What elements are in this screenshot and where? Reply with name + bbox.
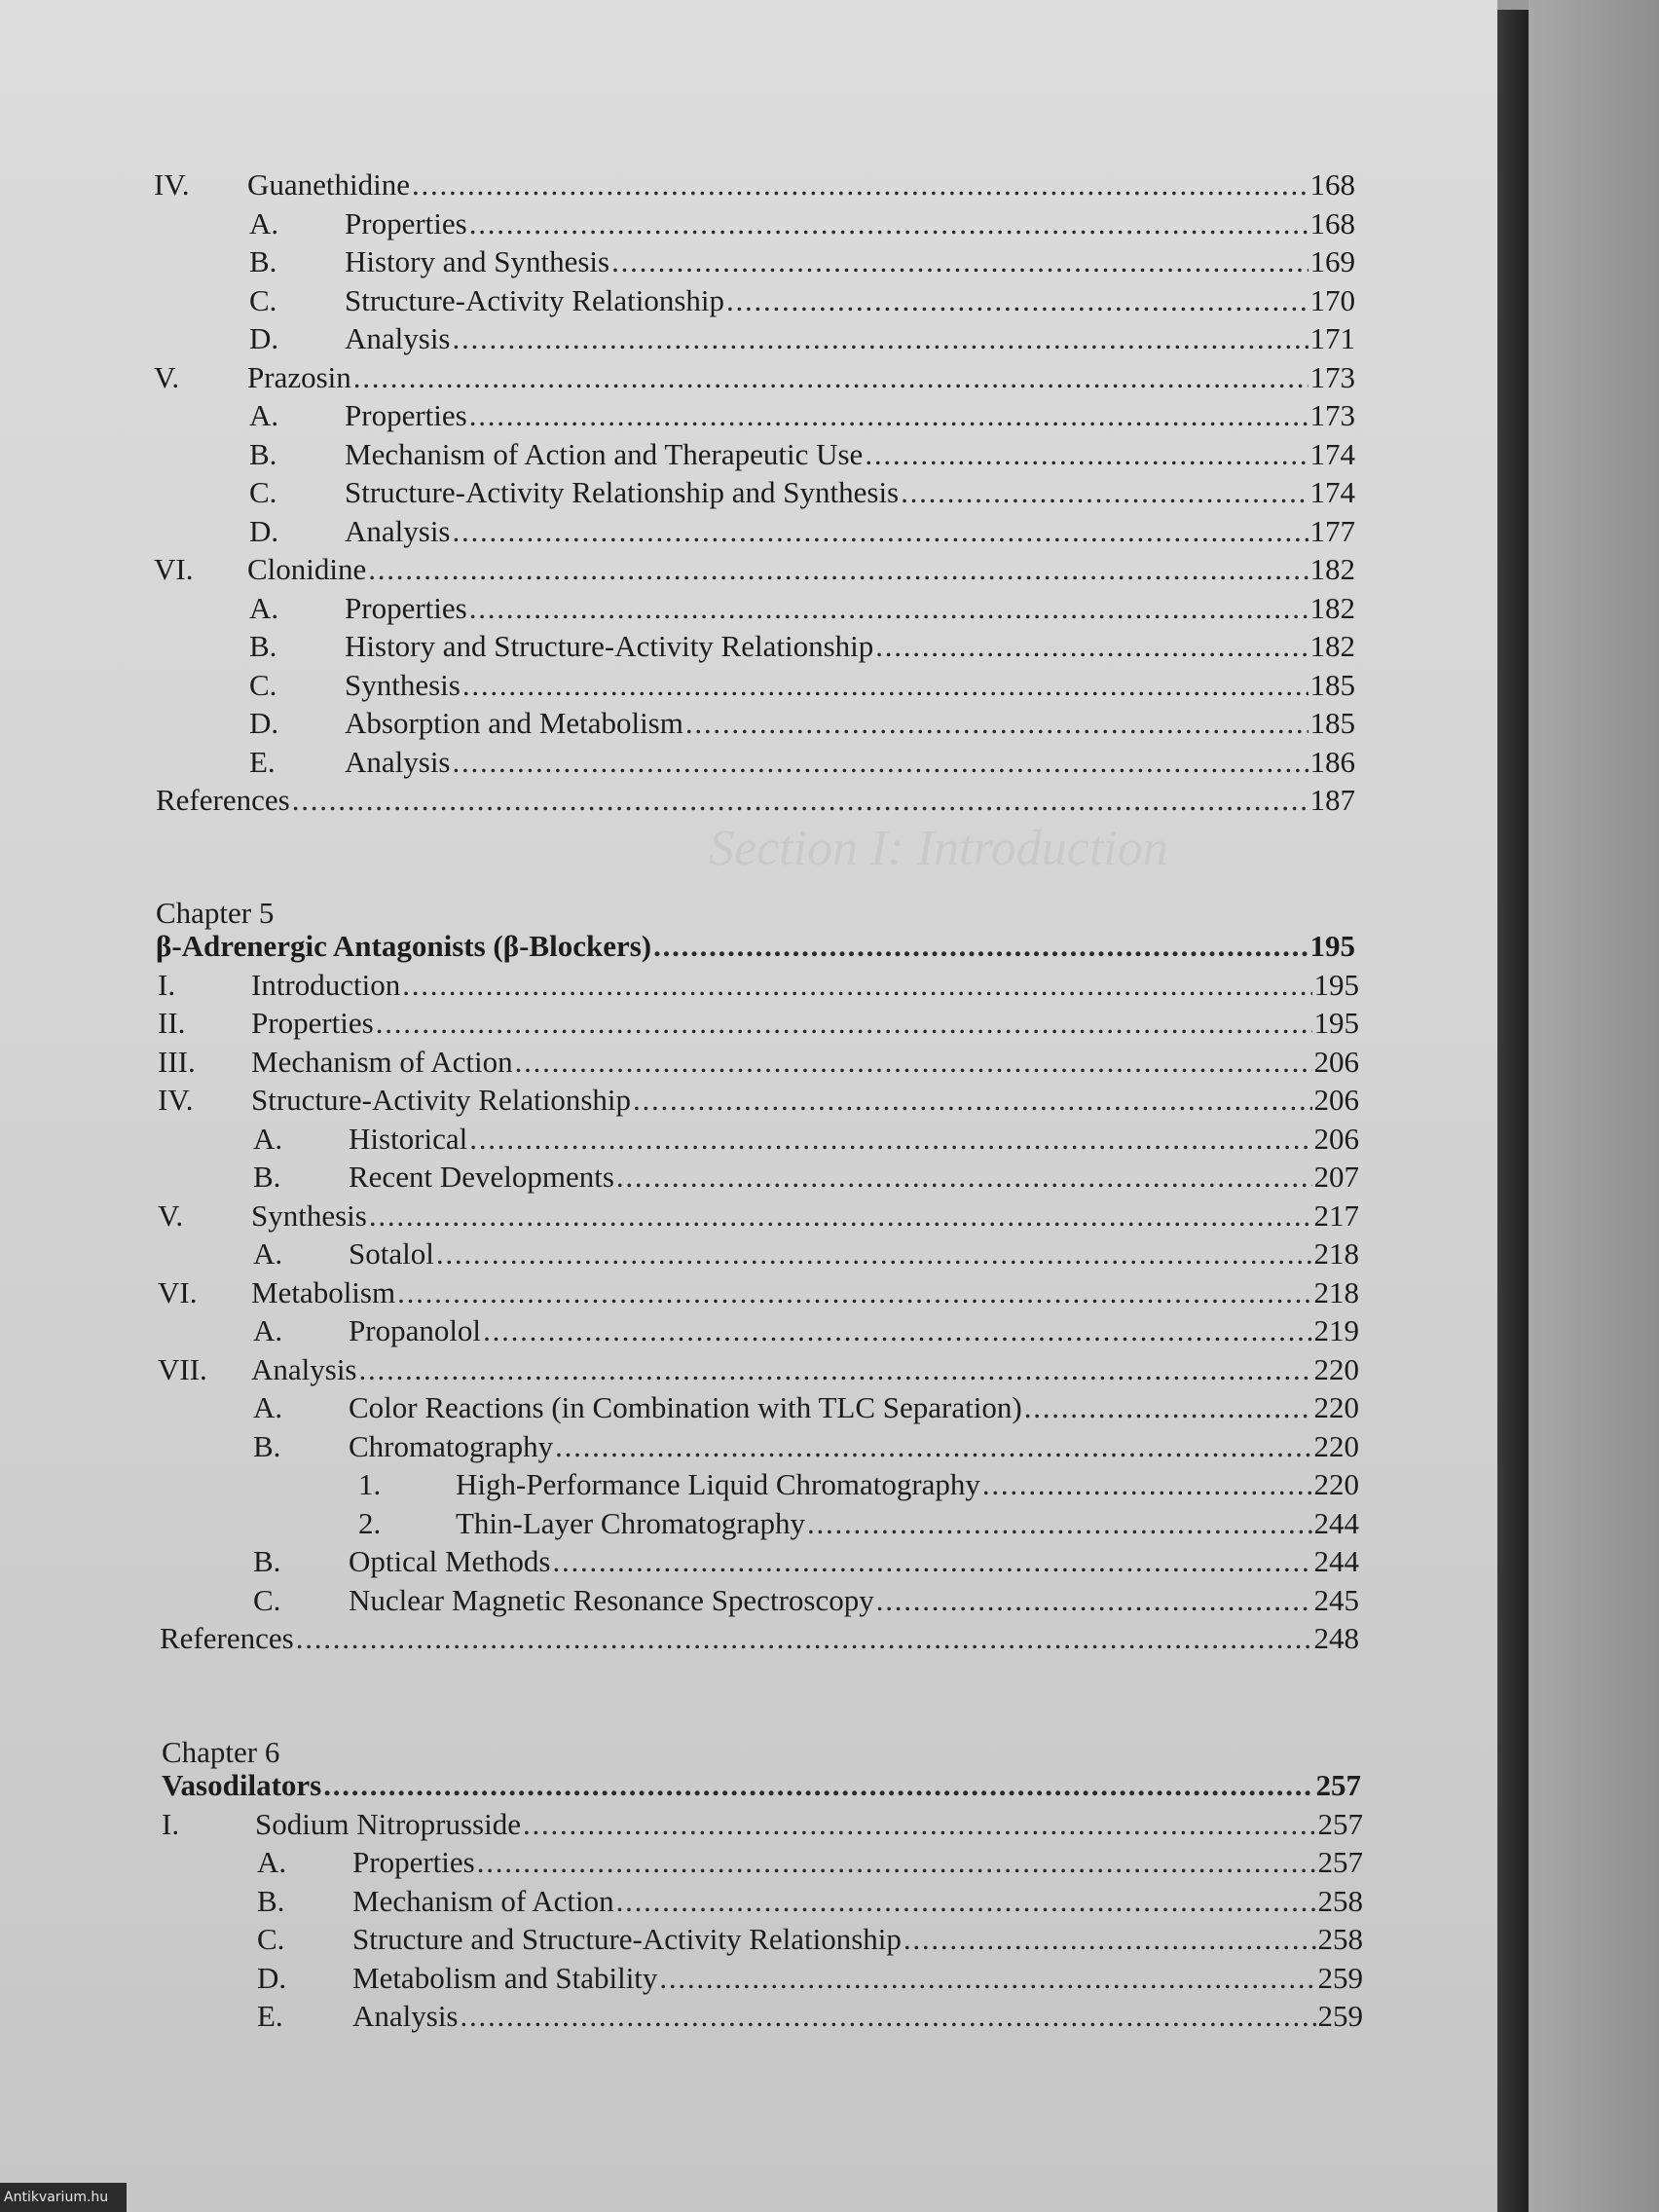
page-number: 206 xyxy=(1313,1083,1359,1117)
page-number: 206 xyxy=(1313,1121,1359,1156)
chapter-heading-entry xyxy=(162,1768,1361,1811)
entry-number: V. xyxy=(158,1198,184,1233)
toc-entry xyxy=(257,1884,1363,1927)
page-number: 174 xyxy=(1309,436,1355,471)
toc-entry xyxy=(249,321,1355,364)
entry-title: Analysis xyxy=(352,1999,459,2033)
entry-number: A. xyxy=(253,1313,283,1347)
entry-title: Vasodilators xyxy=(162,1768,322,1802)
toc-entry xyxy=(257,1999,1363,2042)
dot-leader xyxy=(616,1160,1312,1195)
page-number: 170 xyxy=(1309,282,1355,317)
dot-leader xyxy=(865,437,1308,472)
entry-number: II. xyxy=(158,1006,186,1040)
dot-leader xyxy=(515,1045,1312,1080)
page-number: 245 xyxy=(1313,1582,1359,1617)
entry-title: Analysis xyxy=(345,513,451,548)
dot-leader xyxy=(477,1845,1316,1880)
toc-entry xyxy=(158,1275,1359,1318)
toc-entry xyxy=(253,1544,1359,1587)
entry-number: A. xyxy=(257,1845,287,1879)
entry-title: Color Reactions (in Combination with TLC Separation) xyxy=(349,1390,1022,1424)
dot-leader xyxy=(807,1506,1312,1541)
page-number: 186 xyxy=(1309,744,1355,779)
toc-entry xyxy=(358,1506,1359,1549)
entry-number: C. xyxy=(253,1582,281,1617)
page-number: 259 xyxy=(1317,1999,1363,2033)
page-number: 185 xyxy=(1309,667,1355,702)
chapter-label: Chapter 6 xyxy=(162,1735,280,1769)
toc-entry xyxy=(158,968,1359,1011)
entry-title: Introduction xyxy=(251,967,401,1002)
entry-title: Structure-Activity Relationship xyxy=(345,282,725,317)
dot-leader xyxy=(523,1807,1316,1842)
toc-entry xyxy=(253,1313,1359,1356)
bleed-through-text: Section I: Introduction xyxy=(709,821,1168,876)
page-number: 187 xyxy=(1309,783,1355,817)
toc-entry xyxy=(249,475,1355,518)
page-number: 182 xyxy=(1309,590,1355,625)
toc-entry xyxy=(249,514,1355,557)
page-number: 259 xyxy=(1317,1960,1363,1995)
page-number: 168 xyxy=(1309,205,1355,240)
entry-title: Prazosin xyxy=(247,359,351,394)
entry-title: Thin-Layer Chromatography xyxy=(456,1505,805,1540)
dot-leader xyxy=(982,1467,1312,1502)
entry-number: 2. xyxy=(358,1505,382,1540)
page-number: 182 xyxy=(1309,552,1355,586)
entry-title: Guanethidine xyxy=(247,167,411,202)
entry-number: A. xyxy=(253,1121,283,1156)
dot-leader xyxy=(462,668,1309,703)
page-number: 257 xyxy=(1317,1845,1363,1879)
page-number: 257 xyxy=(1317,1806,1363,1841)
toc-entry xyxy=(249,706,1355,749)
entry-title: References xyxy=(160,1621,294,1655)
toc-entry xyxy=(257,1961,1363,2004)
chapter-label: Chapter 5 xyxy=(156,896,275,930)
entry-title: Clonidine xyxy=(247,552,367,586)
dot-leader xyxy=(875,629,1308,664)
toc-entry xyxy=(160,1621,1359,1664)
dot-leader xyxy=(726,283,1308,318)
entry-title: Structure and Structure-Activity Relationship xyxy=(352,1922,902,1956)
toc-entry xyxy=(253,1122,1359,1164)
toc-entry xyxy=(249,668,1355,711)
entry-title: Nuclear Magnetic Resonance Spectroscopy xyxy=(349,1582,874,1617)
entry-number: A. xyxy=(249,398,279,432)
toc-entry xyxy=(249,437,1355,480)
entry-title: Synthesis xyxy=(251,1198,367,1233)
entry-number: 1. xyxy=(358,1467,382,1501)
dot-leader xyxy=(412,167,1308,203)
entry-title: Absorption and Metabolism xyxy=(345,706,683,740)
entry-title: History and Structure-Activity Relationship xyxy=(345,629,874,663)
dot-leader xyxy=(469,1122,1311,1157)
dot-leader xyxy=(436,1236,1312,1272)
entry-title: Structure-Activity Relationship xyxy=(251,1083,632,1117)
dot-leader xyxy=(553,1544,1312,1579)
entry-number: B. xyxy=(249,244,277,278)
entry-title: Properties xyxy=(352,1845,475,1879)
page-number: 173 xyxy=(1309,398,1355,432)
toc-entry xyxy=(158,1352,1359,1395)
page-number: 218 xyxy=(1313,1236,1359,1271)
toc-entry xyxy=(154,360,1355,403)
toc-entry xyxy=(158,1045,1359,1088)
chapter-heading-entry xyxy=(156,929,1355,972)
toc-entry xyxy=(158,1198,1359,1241)
toc-entry xyxy=(249,244,1355,287)
page-number: 185 xyxy=(1309,706,1355,740)
entry-number: D. xyxy=(249,321,279,355)
dot-leader xyxy=(453,321,1309,356)
page-number: 171 xyxy=(1309,321,1355,355)
page-number: 258 xyxy=(1317,1883,1363,1918)
toc-entry xyxy=(249,629,1355,672)
entry-number: VII. xyxy=(158,1351,207,1386)
toc-entry xyxy=(249,398,1355,441)
entry-number: A. xyxy=(253,1390,283,1424)
entry-title: Analysis xyxy=(251,1351,357,1386)
page-number: 174 xyxy=(1309,475,1355,509)
toc-entry xyxy=(257,1845,1363,1888)
entry-number: VI. xyxy=(154,552,194,586)
toc-entry xyxy=(253,1583,1359,1626)
background xyxy=(1529,0,1659,2212)
dot-leader xyxy=(469,591,1309,626)
entry-title: Propanolol xyxy=(349,1313,482,1347)
dot-leader xyxy=(323,1768,1313,1803)
entry-title: High-Performance Liquid Chromatography xyxy=(456,1467,980,1501)
toc-entry xyxy=(162,1807,1363,1850)
entry-title: History and Synthesis xyxy=(345,244,610,278)
page-number: 195 xyxy=(1309,929,1355,963)
dot-leader xyxy=(633,1083,1311,1118)
dot-leader xyxy=(653,929,1308,964)
entry-number: C. xyxy=(257,1922,285,1956)
entry-title: Properties xyxy=(345,398,467,432)
page-number: 168 xyxy=(1309,167,1355,202)
entry-number: A. xyxy=(253,1236,283,1271)
dot-leader xyxy=(359,1352,1312,1387)
page-number: 169 xyxy=(1309,244,1355,278)
entry-number: D. xyxy=(249,706,279,740)
entry-title: Analysis xyxy=(345,744,451,779)
entry-title: Metabolism and Stability xyxy=(352,1960,658,1995)
toc-entry xyxy=(249,745,1355,788)
entry-title: References xyxy=(156,783,290,817)
toc-entry xyxy=(249,591,1355,634)
entry-title: Optical Methods xyxy=(349,1544,551,1578)
page-number: 206 xyxy=(1313,1044,1359,1079)
page-number: 248 xyxy=(1313,1621,1359,1655)
entry-number: A. xyxy=(249,205,279,240)
toc-entry xyxy=(158,1006,1359,1049)
entry-number: B. xyxy=(249,629,277,663)
entry-title: Analysis xyxy=(345,321,451,355)
toc-entry xyxy=(253,1390,1359,1433)
page-number: 244 xyxy=(1313,1505,1359,1540)
toc-entry xyxy=(156,783,1355,826)
page-number: 220 xyxy=(1313,1390,1359,1424)
entry-number: B. xyxy=(253,1160,281,1194)
entry-number: IV. xyxy=(154,167,190,202)
dot-leader xyxy=(353,360,1309,395)
book-spine xyxy=(1497,10,1529,2212)
dot-leader xyxy=(453,514,1309,549)
entry-number: C. xyxy=(249,282,277,317)
page-number: 258 xyxy=(1317,1922,1363,1956)
page-number: 195 xyxy=(1313,967,1359,1002)
dot-leader xyxy=(397,1275,1311,1310)
dot-leader xyxy=(876,1583,1312,1618)
page-number: 220 xyxy=(1313,1467,1359,1501)
page-number: 195 xyxy=(1313,1006,1359,1040)
page-number: 177 xyxy=(1309,513,1355,548)
page-number: 182 xyxy=(1309,629,1355,663)
dot-leader xyxy=(469,206,1309,241)
entry-title: Historical xyxy=(349,1121,468,1156)
entry-number: B. xyxy=(253,1544,281,1578)
page-number: 257 xyxy=(1315,1768,1361,1802)
dot-leader xyxy=(611,244,1308,279)
entry-title: Mechanism of Action xyxy=(251,1044,513,1079)
page-number: 217 xyxy=(1313,1198,1359,1233)
page-number: 218 xyxy=(1313,1274,1359,1309)
dot-leader xyxy=(685,706,1309,741)
entry-number: I. xyxy=(158,967,176,1002)
toc-entry xyxy=(253,1160,1359,1202)
entry-title: Structure-Activity Relationship and Synthesis xyxy=(345,475,900,509)
dot-leader xyxy=(292,783,1309,818)
entry-number: D. xyxy=(249,513,279,548)
dot-leader xyxy=(368,552,1308,587)
entry-title: Properties xyxy=(251,1006,374,1040)
entry-number: III. xyxy=(158,1044,196,1079)
entry-title: Sotalol xyxy=(349,1236,434,1271)
entry-number: V. xyxy=(154,359,180,394)
dot-leader xyxy=(903,1922,1316,1957)
toc-entry xyxy=(253,1429,1359,1472)
dot-leader xyxy=(616,1884,1316,1919)
dot-leader xyxy=(296,1621,1312,1656)
dot-leader xyxy=(483,1313,1311,1348)
entry-number: D. xyxy=(257,1960,287,1995)
toc-entry xyxy=(249,283,1355,326)
entry-number: A. xyxy=(249,590,279,625)
page-number: 219 xyxy=(1313,1313,1359,1347)
entry-title: Chromatography xyxy=(349,1428,554,1463)
page-number: 220 xyxy=(1313,1351,1359,1386)
page-number: 207 xyxy=(1313,1160,1359,1194)
dot-leader xyxy=(659,1961,1315,1996)
entry-number: E. xyxy=(249,744,276,779)
toc-entry xyxy=(253,1236,1359,1279)
dot-leader xyxy=(901,475,1308,510)
toc-entry xyxy=(358,1467,1359,1510)
entry-number: C. xyxy=(249,667,277,702)
entry-number: IV. xyxy=(158,1083,194,1117)
site-watermark: Antikvarium.hu xyxy=(0,2183,127,2212)
dot-leader xyxy=(453,745,1309,780)
entry-title: Mechanism of Action and Therapeutic Use xyxy=(345,436,864,471)
dot-leader xyxy=(461,1999,1316,2034)
dot-leader xyxy=(402,968,1311,1003)
toc-entry xyxy=(158,1083,1359,1125)
entry-title: Properties xyxy=(345,205,467,240)
entry-title: Mechanism of Action xyxy=(352,1883,614,1918)
dot-leader xyxy=(1024,1390,1312,1425)
entry-title: Recent Developments xyxy=(349,1160,614,1194)
page-number: 173 xyxy=(1309,359,1355,394)
entry-title: Properties xyxy=(345,590,467,625)
entry-number: VI. xyxy=(158,1274,198,1309)
entry-number: E. xyxy=(257,1999,283,2033)
dot-leader xyxy=(369,1198,1312,1234)
page-number: 220 xyxy=(1313,1428,1359,1463)
entry-title: β-Adrenergic Antagonists (β-Blockers) xyxy=(156,929,652,963)
entry-number: B. xyxy=(257,1883,285,1918)
toc-entry xyxy=(249,206,1355,249)
toc-entry xyxy=(154,167,1355,210)
entry-number: B. xyxy=(249,436,277,471)
toc-entry xyxy=(257,1922,1363,1965)
entry-title: Metabolism xyxy=(251,1274,396,1309)
entry-number: I. xyxy=(162,1806,180,1841)
dot-leader xyxy=(376,1006,1312,1041)
dot-leader xyxy=(469,398,1309,433)
entry-title: Synthesis xyxy=(345,667,461,702)
page-number: 244 xyxy=(1313,1544,1359,1578)
dot-leader xyxy=(555,1429,1311,1464)
entry-title: Sodium Nitroprusside xyxy=(255,1806,521,1841)
entry-number: B. xyxy=(253,1428,281,1463)
toc-entry xyxy=(154,552,1355,595)
entry-number: C. xyxy=(249,475,277,509)
